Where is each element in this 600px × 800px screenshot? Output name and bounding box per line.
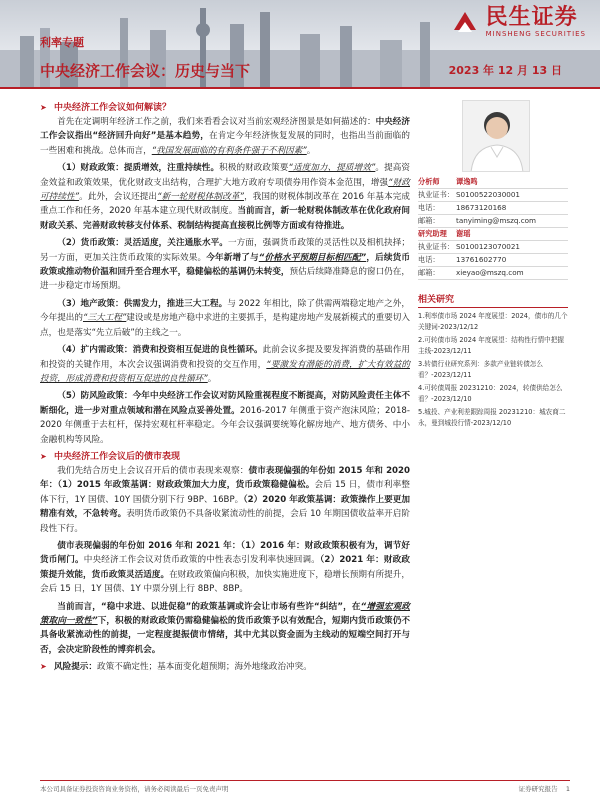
brand-name: 民生证券 (485, 5, 578, 30)
paragraph: 债市表现偏弱的年份如 2016 年和 2021 年：（1）2016 年：财政政策积极有为，调节好货币闸门。中央经济工作会议对货币政策的中性表态引发利率快速回调。（2）2021 年：财政政策提升效能，货币政策灵活适度。在财政政策偏向积极，加快实施进度下，稳增长预期有所提升，会后 15 日，1Y 国债、1Y 中票分别上行 8BP、8BP。 (40, 540, 410, 595)
section-heading: ➤ 中央经济工作会议如何解读？ (40, 103, 172, 113)
paragraph: 首先在定调明年经济工作之前，我们来看看会议对当前宏观经济图景是如何描述的：中央经济工作会议指出“经济回升向好”是基本趋势，在肯定今年经济恢复发展的同时，也指出当前面临的一些困难和挑战。总体而言，“我国发展面临的有利条件强于不利因素”。 (40, 117, 410, 156)
analyst-field-label: 研究助理 (418, 229, 447, 238)
analyst-field-label: 邮箱： (418, 268, 440, 277)
page-number: 1 (565, 785, 570, 793)
analyst-info (418, 176, 568, 280)
related-research-item[interactable]: 1.利率债市场 2024 年度展望：2024，债市的几个关键词-2023/12/12 (418, 312, 568, 331)
analyst-field-value: 13761602770 (456, 255, 507, 264)
main-content (40, 100, 410, 675)
analyst-row (418, 241, 568, 254)
analyst-field-label: 电话： (418, 203, 440, 212)
analyst-field-value: 谢瑶 (456, 229, 471, 238)
analyst-field-label: 执业证书： (418, 242, 454, 251)
section-heading: ➤ 中央经济工作会议后的债市表现 (40, 451, 181, 462)
sidebar (418, 100, 568, 431)
brand-mark-icon (450, 8, 480, 38)
paragraph: 我们先结合历史上会议召开后的债市表现来观察：债市表现偏强的年份如 2015 年和 2020 年：（1）2015 年政策基调：财政政策加大力度，货币政策稳健偏松。会后 15 日，债市利率整体下行，1Y 国债、10Y 国债分别下行 9BP、16BP。（2）2020 年政策基调：政策操作上要更加精准有效，不急转弯。表明货币政策仍不具备收紧流动性的前提，会后 10 年期国债收益率开启阶段性下行。 (40, 465, 411, 534)
analyst-field-label: 电话： (418, 255, 440, 264)
paragraph: （5）防风险政策：今年中央经济工作会议对防风险重视程度不断提高，对防风险责任主体不断细化，进一步对重点领域和潜在风险点妥善处置。2016-2017 年侧重于资产泡沫风险；2018-2020 年侧重于去杠杆，保持宏观杠杆率稳定。今年会议强调要统筹化解房地产、地方债务、中小金融机构等风险。 (40, 391, 410, 445)
person-icon (463, 101, 530, 172)
analyst-field-value: 谭逸鸣 (456, 177, 478, 186)
risk-note: ➤ 风险提示： 政策不确定性；基本面变化超预期；海外地缘政治冲突。 (40, 660, 410, 674)
analyst-row (418, 202, 568, 215)
arrow-icon: ➤ (40, 662, 47, 672)
analyst-field-label: 邮箱： (418, 216, 440, 225)
related-research-list (418, 311, 568, 429)
page-title: 中央经济工作会议：历史与当下 (40, 62, 251, 80)
analyst-row (418, 215, 568, 228)
report-date: 2023 年 12 月 13 日 (448, 64, 562, 77)
brand-logo (450, 6, 586, 39)
footer (40, 784, 570, 793)
analyst-row (418, 254, 568, 267)
related-research-item[interactable]: 2.可转债市场 2024 年度展望：结构性行情中把握主线-2023/12/11 (418, 336, 564, 355)
paragraph: （2）货币政策：灵活适度，关注通胀水平。一方面，强调货币政策的灵活性以及相机抉择；另一方面，更加关注货币政策的实际效果。今年新增了与“价格水平预期目标相匹配”，后续货币政策或推动物价温和回升至合理水平，稳健偏松的基调仍未转变，预估后续降准降息的窗口仍在，进一步稳定市场预期。 (40, 238, 410, 292)
paragraph: （1）财政政策：提质增效，注重持续性。积极的财政政策要“适度加力、提质增效”。提高资金效益和政策效果，优化财政支出结构，合理扩大地方政府专项债券用作资本金范围，增强“财政可持续性”。此外，会议还提出“新一轮财税体制改革”，我国的财税体制改革在 2016 年基本完成重点工作和任务，2020 年基本建立现代财政制度。当前而言，新一轮财税体制改革在优化政府间财政关系、完善财政转移支付体系、税制结构提高直接税比例等方面或有待推进。 (40, 163, 410, 231)
footer-label: 证券研究报告 (518, 785, 558, 793)
analyst-field-value: S0100522030001 (456, 190, 521, 199)
brand-name-en: MINSHENG SECURITIES (485, 30, 586, 38)
report-type: 利率专题 (40, 36, 84, 49)
related-research-item[interactable]: 5.城投、产业利差跟踪周报 20231210：城农商二永，曼到城投行情-2023/12/10 (418, 408, 566, 427)
related-research-item[interactable]: 4.可转债周报 20231210：2024，转债供给怎么看？-2023/12/10 (418, 384, 563, 403)
related-research-title: 相关研究 (418, 292, 568, 308)
header-divider (0, 87, 600, 89)
paragraph: （3）地产政策：供需发力，推进三大工程。与 2022 年相比，除了供需两端稳定地产之外，今年提出的“三大工程”建设或是房地产稳中求进的主要抓手，是构建房地产发展新模式的重要切入点，也是落实“先立后破”的主线之一。 (40, 298, 410, 338)
analyst-row (418, 228, 568, 241)
analyst-field-label: 分析师 (418, 177, 440, 186)
analyst-row (418, 176, 568, 189)
analyst-field-label: 执业证书： (418, 190, 454, 199)
paragraph: 当前而言，“稳中求进、以进促稳”的政策基调或许会让市场有些许“纠结”，在“增强宏观政策取向一致性”下，积极的财政政策仍需稳健偏松的货币政策予以有效配合，短期内货币政策仍不具备收紧流动性的前提，一定程度提振债市情绪，其中尤其以资金面为主线动的短端空间打开与否，会决定阶段性的博弈机会。 (40, 601, 410, 655)
arrow-icon: ➤ (40, 103, 47, 112)
disclaimer-text: 本公司具备证券投资咨询业务资格，请务必阅读最后一页免责声明 (40, 785, 229, 793)
analyst-photo (462, 100, 530, 172)
related-research-item[interactable]: 3.转债行业研究系列：多款产业链转债怎么看？-2023/12/11 (418, 360, 543, 379)
footer-divider (40, 780, 570, 781)
analyst-row (418, 189, 568, 202)
analyst-field-value: 18673120168 (456, 203, 507, 212)
analyst-field-value: tanyiming@mszq.com (456, 216, 537, 225)
analyst-field-value: S0100123070021 (456, 242, 521, 251)
analyst-row (418, 267, 568, 280)
analyst-field-value: xieyao@mszq.com (456, 268, 524, 277)
paragraph: （4）扩内需政策：消费和投资相互促进的良性循环。此前会议多提及要发挥消费的基础作用和投资的关键作用，本次会议强调消费和投资的交互作用，“要激发有潜能的消费，扩大有效益的投资，形成消费和投资相互促进的良性循环”。 (40, 345, 410, 384)
arrow-icon: ➤ (40, 451, 47, 461)
